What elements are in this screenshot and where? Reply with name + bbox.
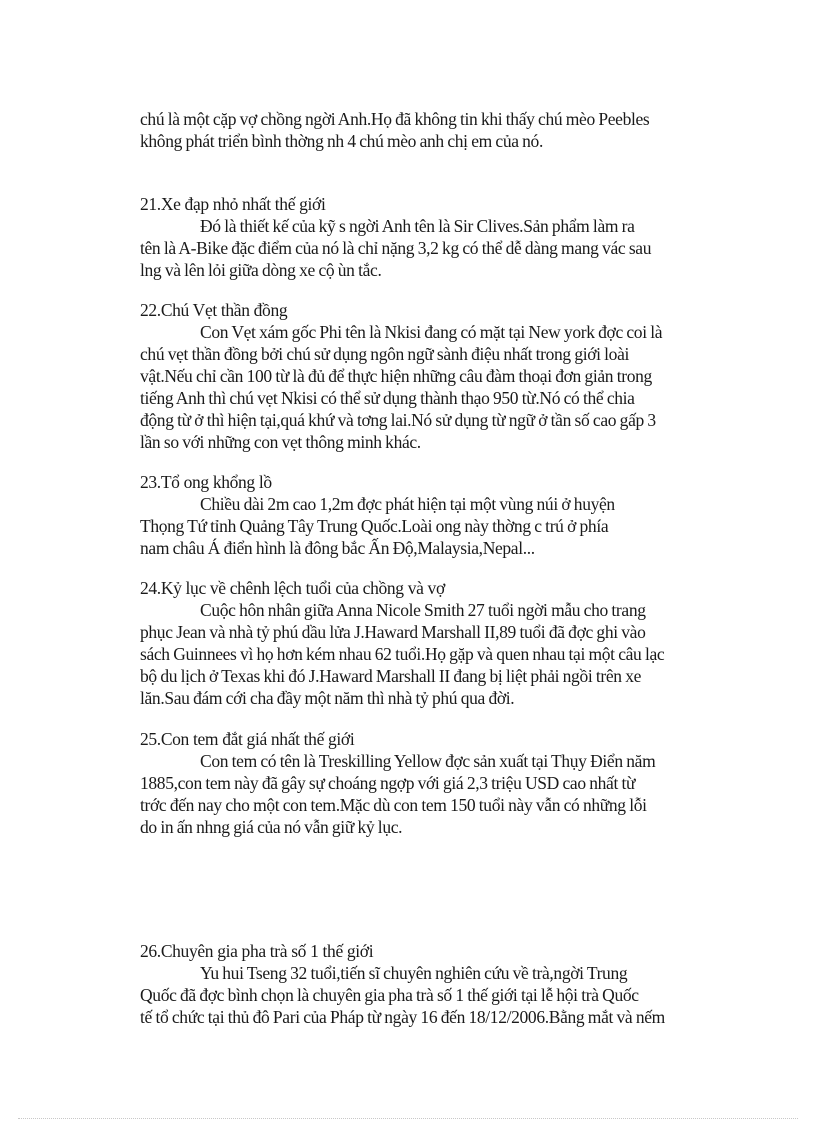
text-line: lăn.Sau đám cới cha đầy một năm thì nhà tỷ phú qua đời. — [140, 688, 515, 708]
section-heading: 21.Xe đạp nhỏ nhất thế giới — [140, 194, 326, 214]
section-heading: 24.Kỷ lục về chênh lệch tuổi của chồng và vợ — [140, 578, 445, 598]
text-line: động từ ở thì hiện tại,quá khứ và tơng lai.Nó sử dụng từ ngữ ở tần số cao gấp 3 — [140, 410, 656, 430]
intro-paragraph — [140, 108, 760, 152]
text-line: lng và lên lỏi giữa dòng xe cộ ùn tắc. — [140, 260, 382, 280]
section-23 — [140, 471, 760, 559]
section-22 — [140, 299, 760, 453]
text-line: không phát triển bình thờng nh 4 chú mèo anh chị em của nó. — [140, 131, 543, 151]
text-line: Thọng Tứ tỉnh Quảng Tây Trung Quốc.Loài ong này thờng c trú ở phía — [140, 516, 609, 536]
text-line: do in ấn nhng giá của nó vẫn giữ kỷ lục. — [140, 817, 403, 837]
text-line: chú là một cặp vợ chồng ngời Anh.Họ đã không tin khi thấy chú mèo Peebles — [140, 109, 650, 129]
text-line: Con tem có tên là Treskilling Yellow đợc sản xuất tại Thụy Điển năm — [200, 751, 656, 771]
text-line: sách Guinnees vì họ hơn kém nhau 62 tuổi.Họ gặp và quen nhau tại một câu lạc — [140, 644, 665, 664]
section-heading: 26.Chuyên gia pha trà số 1 thế giới — [140, 941, 374, 961]
text-line: phục Jean và nhà tỷ phú dầu lửa J.Haward Marshall II,89 tuổi đã đợc ghi vào — [140, 622, 646, 642]
text-line: vật.Nếu chỉ cần 100 từ là đủ để thực hiện những câu đàm thoại đơn giản trong — [140, 366, 652, 386]
text-line: Quốc đã đợc bình chọn là chuyên gia pha trà số 1 thế giới tại lễ hội trà Quốc — [140, 985, 639, 1005]
text-line: Đó là thiết kế của kỹ s ngời Anh tên là Sir Clives.Sản phẩm làm ra — [200, 216, 635, 236]
text-line: trớc đến nay cho một con tem.Mặc dù con tem 150 tuổi này vẫn có những lỗi — [140, 795, 647, 815]
section-heading: 22.Chú Vẹt thần đồng — [140, 300, 288, 320]
section-21 — [140, 193, 760, 281]
text-line: chú vẹt thần đồng bởi chú sử dụng ngôn ngữ sành điệu nhất trong giới loài — [140, 344, 630, 364]
text-line: Cuộc hôn nhân giữa Anna Nicole Smith 27 tuổi ngời mẫu cho trang — [200, 600, 646, 620]
text-line: 1885,con tem này đã gây sự choáng ngợp với giá 2,3 triệu USD cao nhất từ — [140, 773, 636, 793]
section-26 — [140, 940, 760, 1028]
text-line: Chiều dài 2m cao 1,2m đợc phát hiện tại một vùng núi ở huyện — [200, 494, 615, 514]
text-line: tiếng Anh thì chú vẹt Nkisi có thể sử dụng thành thạo 950 từ.Nó có thể chia — [140, 388, 635, 408]
text-line: tế tổ chức tại thủ đô Pari của Pháp từ ngày 16 đến 18/12/2006.Bằng mắt và nếm — [140, 1007, 665, 1027]
text-line: nam châu Á điển hình là đông bắc Ấn Độ,Malaysia,Nepal... — [140, 538, 535, 558]
section-heading: 25.Con tem đắt giá nhất thế giới — [140, 729, 355, 749]
text-line: bộ du lịch ở Texas khi đó J.Haward Marshall II đang bị liệt phải ngồi trên xe — [140, 666, 642, 686]
section-heading: 23.Tổ ong khổng lồ — [140, 472, 272, 492]
text-line: lần so với những con vẹt thông minh khác. — [140, 432, 421, 452]
page-bottom-rule — [18, 1118, 798, 1119]
text-line: Yu hui Tseng 32 tuổi,tiến sĩ chuyên nghiên cứu về trà,ngời Trung — [200, 963, 628, 983]
section-25 — [140, 728, 760, 838]
section-24 — [140, 577, 760, 709]
text-line: Con Vẹt xám gốc Phi tên là Nkisi đang có mặt tại New york đợc coi là — [200, 322, 663, 342]
text-line: tên là A-Bike đặc điểm của nó là chỉ nặng 3,2 kg có thể dễ dàng mang vác sau — [140, 238, 652, 258]
